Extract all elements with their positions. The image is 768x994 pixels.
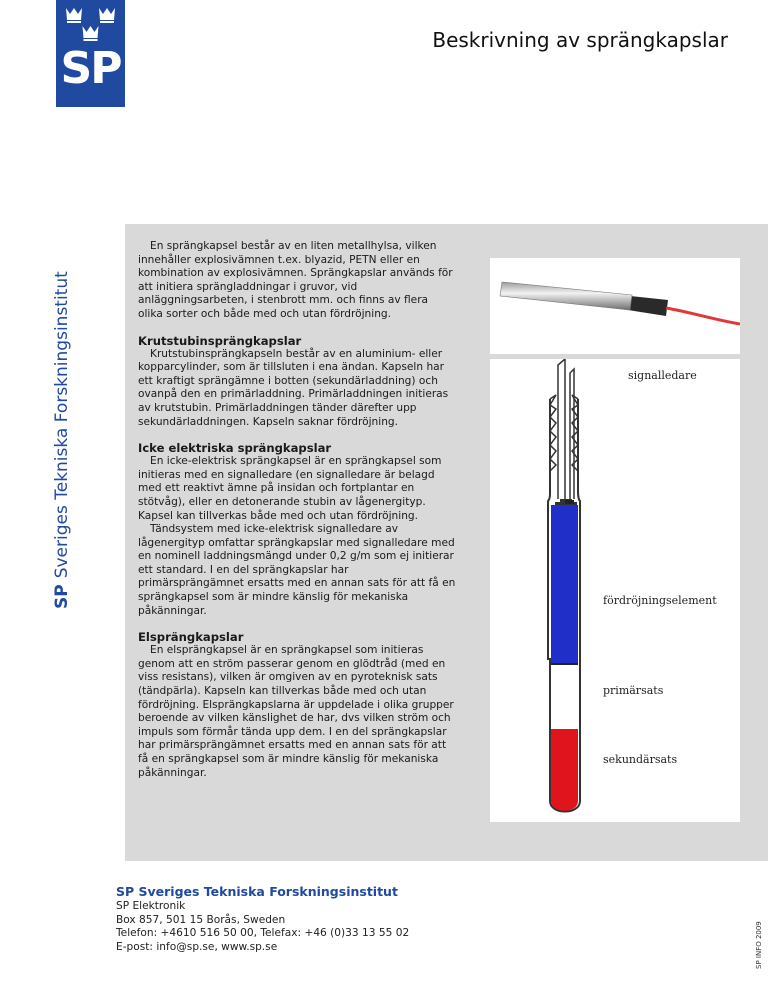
footer-line: Box 857, 501 15 Borås, Sweden: [116, 913, 286, 926]
footer-line: Telefon: +4610 516 50 00, Telefax: +46 (0)33 13 55 02: [116, 927, 410, 939]
logo-text: SP: [60, 43, 121, 94]
label-fordrojningselement: fördröjningselement: [603, 594, 717, 607]
section-paragraph: Krutstubinsprängkapseln består av en aluminium- eller kopparcylinder, som är tillsluten i ena ändan. Kapseln har ett kraftigt sprängämne i botten (sekundärladdning) och ovanpå den en primärladdning. Primärladdningen initieras av krutstubin. Primärladdningen tänder därefter upp sekundärladdningen. Kapseln saknar fördröjning.: [138, 347, 449, 428]
section-heading: Icke elektriska sprängkapslar: [138, 441, 332, 456]
footer-line: E-post: info@sp.se, www.sp.se: [116, 940, 278, 953]
section-paragraph: En icke-elektrisk sprängkapsel är en sprängkapsel som initieras med en signalledare (en signalledare är belagd med ett reaktivt ämne på insidan och fortplantar en stötvåg), eller en detonerande stubin av lågenergityp. Kapsel kan tillverkas både med och utan fördröjning.: [138, 455, 442, 522]
detonator-diagram: [490, 359, 740, 822]
vertical-institute-name: [52, 271, 72, 609]
sp-logo: [56, 0, 125, 107]
footer-line: SP Elektronik: [116, 900, 186, 912]
info-label: SP INFO 2009: [755, 921, 763, 969]
detonator-photo: [490, 258, 740, 354]
section-paragraph: En elsprängkapsel är en sprängkapsel som initieras genom att en ström passerar genom en glödtråd (med en viss resistans), vilken är omgiven av en pyroteknisk sats (tändpärla). Kapseln kan tillverkas både med och utan fördröjning. Elsprängkapslarna är uppdelade i olika grupper beroende av vilken känslighet de har, dvs vilken ström och impuls som förmår tända upp dem. I en del sprängkapslar har primärsprängämnet ersatts med en annan sats för att få en sprängkapsel som är mindre känslig för mekaniska påkänningar.: [138, 644, 454, 779]
footer-org: SP Sveriges Tekniska Forskningsinstitut: [116, 884, 398, 899]
label-signalledare: signalledare: [628, 369, 697, 382]
section-heading: Krutstubinsprängkapslar: [138, 333, 302, 348]
vertical-name: Sveriges Tekniska Forskningsinstitut: [52, 271, 72, 579]
delay-element-fill: [551, 505, 578, 664]
section-heading: Elsprängkapslar: [138, 630, 244, 645]
secondary-charge-fill: [551, 729, 578, 811]
primary-charge-fill: [551, 665, 578, 729]
crowns-icon: [56, 0, 125, 44]
section-paragraph: Tändsystem med icke-elektrisk signalledare av lågenergityp omfattar sprängkapslar med signalledare med en nominell laddningsmängd under 0,2 g/m som ej initierar ett standard. I en del sprängkapslar har primärsprängämnet ersatts med en annan sats för att få en sprängkapsel som är mindre känslig för mekaniska påkänningar.: [138, 523, 456, 617]
intro-paragraph: En sprängkapsel består av en liten metallhylsa, vilken innehåller explosivämnen t.ex. blyazid, PETN eller en kombination av explosivämnen. Sprängkapslar används för att initiera sprängladdningar i gruvor, vid anläggningsarbeten, i stenbrott mm. och finns av flera olika sorter och både med och utan fördröjning.: [138, 240, 453, 320]
page-title: Beskrivning av sprängkapslar: [432, 28, 728, 52]
label-primarsats: primärsats: [603, 684, 664, 697]
footer: [116, 884, 409, 954]
label-sekundarsats: sekundärsats: [603, 753, 678, 766]
detonator-photo-graphic: [490, 258, 740, 354]
vertical-prefix: SP: [52, 584, 72, 609]
detonator-diagram-graphic: [490, 359, 740, 822]
body-text: [138, 240, 456, 780]
